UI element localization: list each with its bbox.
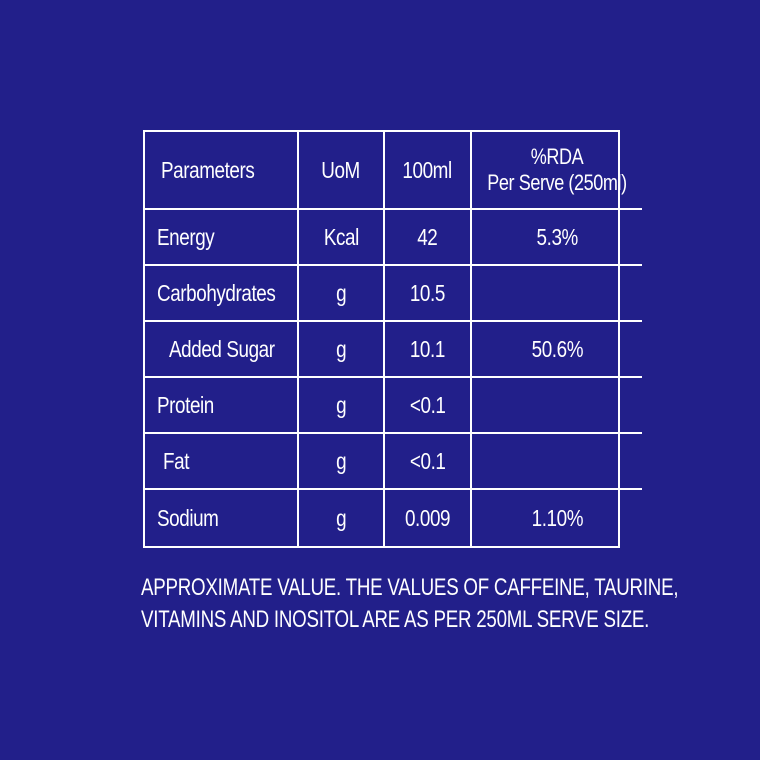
- header-rda: %RDA Per Serve (250ml): [472, 132, 642, 210]
- row-carbohydrates-rda: [472, 266, 642, 322]
- header-100ml: 100ml: [385, 132, 472, 210]
- row-fat-100ml: <0.1: [385, 434, 472, 490]
- row-energy-rda: 5.3%: [472, 210, 642, 266]
- row-protein-uom: g: [299, 378, 385, 434]
- row-fat-uom: g: [299, 434, 385, 490]
- row-fat-parameter: Fat: [145, 434, 299, 490]
- row-carbohydrates-parameter: Carbohydrates: [145, 266, 299, 322]
- row-sodium-uom: g: [299, 490, 385, 546]
- row-sodium-100ml: 0.009: [385, 490, 472, 546]
- row-sodium-rda: 1.10%: [531, 504, 583, 531]
- nutrition-table: [143, 130, 627, 548]
- row-energy-100ml: 42: [385, 210, 472, 266]
- footnote: [141, 572, 701, 636]
- row-energy-uom: Kcal: [299, 210, 385, 266]
- row-carbohydrates-100ml: 10.5: [385, 266, 472, 322]
- row-protein-100ml: <0.1: [385, 378, 472, 434]
- header-parameters: Parameters: [145, 132, 299, 210]
- row-added-sugar-uom: g: [299, 322, 385, 378]
- row-added-sugar-100ml: 10.1: [385, 322, 472, 378]
- row-fat-rda: [472, 434, 642, 490]
- header-uom: UoM: [299, 132, 385, 210]
- row-energy-parameter: Energy: [145, 210, 299, 266]
- row-protein-parameter: Protein: [145, 378, 299, 434]
- footnote-line-2: VITAMINS AND INOSITOL ARE AS PER 250ML SERVE SIZE.: [141, 606, 650, 633]
- row-added-sugar-parameter: Added Sugar: [145, 322, 299, 378]
- footnote-line-1: APPROXIMATE VALUE. THE VALUES OF CAFFEINE, TAURINE,: [141, 574, 679, 601]
- row-added-sugar-rda: 50.6%: [472, 322, 642, 378]
- row-carbohydrates-uom: g: [299, 266, 385, 322]
- row-sodium-parameter: Sodium: [145, 490, 299, 546]
- row-protein-rda: [472, 378, 642, 434]
